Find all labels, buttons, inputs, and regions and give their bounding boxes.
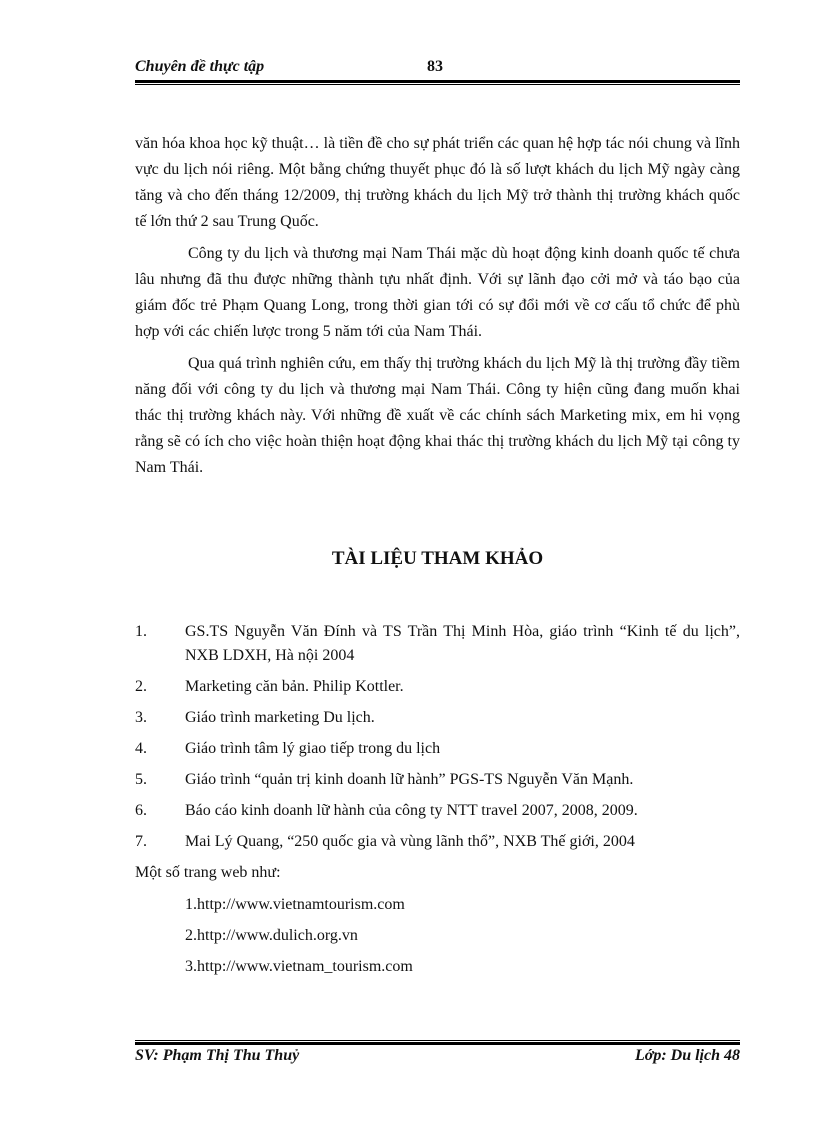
reference-number: 5. xyxy=(135,771,147,788)
reference-item xyxy=(135,768,740,792)
paragraph: Công ty du lịch và thương mại Nam Thái mặc dù hoạt động kinh doanh quốc tế chưa lâu nhưng đã thu được những thành tựu nhất định. Với sự lãnh đạo cởi mở và táo bạo của giám đốc trẻ Phạm Quang Long, trong thời gian tới có sự đổi mới về cơ cấu tổ chức để phù hợp với các chiến lược trong 5 năm tới của Nam Thái. xyxy=(135,245,740,340)
web-link: 1.http://www.vietnamtourism.com xyxy=(185,896,405,913)
reference-text: Marketing căn bản. Philip Kottler. xyxy=(185,678,404,695)
document-title: Chuyên đề thực tập xyxy=(135,58,265,75)
web-list-label: Một số trang web như: xyxy=(135,864,281,881)
reference-number: 2. xyxy=(135,678,147,695)
reference-text: Giáo trình tâm lý giao tiếp trong du lịch xyxy=(185,740,441,757)
reference-number: 6. xyxy=(135,802,147,819)
page-footer xyxy=(135,1047,740,1071)
body-text xyxy=(135,131,740,487)
reference-number: 1. xyxy=(135,623,147,640)
student-name: SV: Phạm Thị Thu Thuỷ xyxy=(135,1047,300,1064)
reference-item xyxy=(135,830,740,854)
reference-number: 7. xyxy=(135,833,147,850)
class-name: Lớp: Du lịch 48 xyxy=(634,1047,740,1064)
paragraph: văn hóa khoa học kỹ thuật… là tiền đề cho sự phát triển các quan hệ hợp tác nói chung và lĩnh vực du lịch nói riêng. Một bằng chứng thuyết phục đó là số lượt khách du lịch Mỹ ngày càng tăng và cho đến tháng 12/2009, thị trường khách du lịch Mỹ trở thành thị trường khách quốc tế lớn thứ 2 sau Trung Quốc. xyxy=(135,135,740,230)
reference-item xyxy=(135,799,740,823)
reference-item xyxy=(135,675,740,699)
reference-text: GS.TS Nguyễn Văn Đính và TS Trần Thị Minh Hòa, giáo trình “Kinh tế du lịch”, NXB LDXH, Hà nội 2004 xyxy=(185,623,740,664)
references-list xyxy=(135,620,740,986)
reference-number: 3. xyxy=(135,709,147,726)
web-link: 3.http://www.vietnam_tourism.com xyxy=(185,958,413,975)
paragraph: Qua quá trình nghiên cứu, em thấy thị trường khách du lịch Mỹ là thị trường đầy tiềm năng đối với công ty du lịch và thương mại Nam Thái. Công ty hiện cũng đang muốn khai thác thị trường khách này. Với những đề xuất về các chính sách Marketing mix, em hi vọng rằng sẽ có ích cho việc hoàn thiện hoạt động khai thác thị trường khách du lịch Mỹ tại công ty Nam Thái. xyxy=(135,355,740,476)
page-header xyxy=(135,56,740,80)
web-links xyxy=(135,893,740,979)
reference-text: Mai Lý Quang, “250 quốc gia và vùng lãnh thổ”, NXB Thế giới, 2004 xyxy=(185,833,635,850)
header-rule xyxy=(135,80,740,85)
reference-text: Giáo trình “quản trị kinh doanh lữ hành” PGS-TS Nguyễn Văn Mạnh. xyxy=(185,771,634,788)
reference-text: Báo cáo kinh doanh lữ hành của công ty NTT travel 2007, 2008, 2009. xyxy=(185,802,638,819)
reference-number: 4. xyxy=(135,740,147,757)
web-link: 2.http://www.dulich.org.vn xyxy=(185,927,358,944)
reference-text: Giáo trình marketing Du lịch. xyxy=(185,709,375,726)
reference-item xyxy=(135,706,740,730)
footer-rule xyxy=(135,1040,740,1045)
references-heading: TÀI LIỆU THAM KHẢO xyxy=(331,548,544,569)
reference-item xyxy=(135,737,740,761)
page-number: 83 xyxy=(427,58,443,75)
reference-item xyxy=(135,620,740,668)
